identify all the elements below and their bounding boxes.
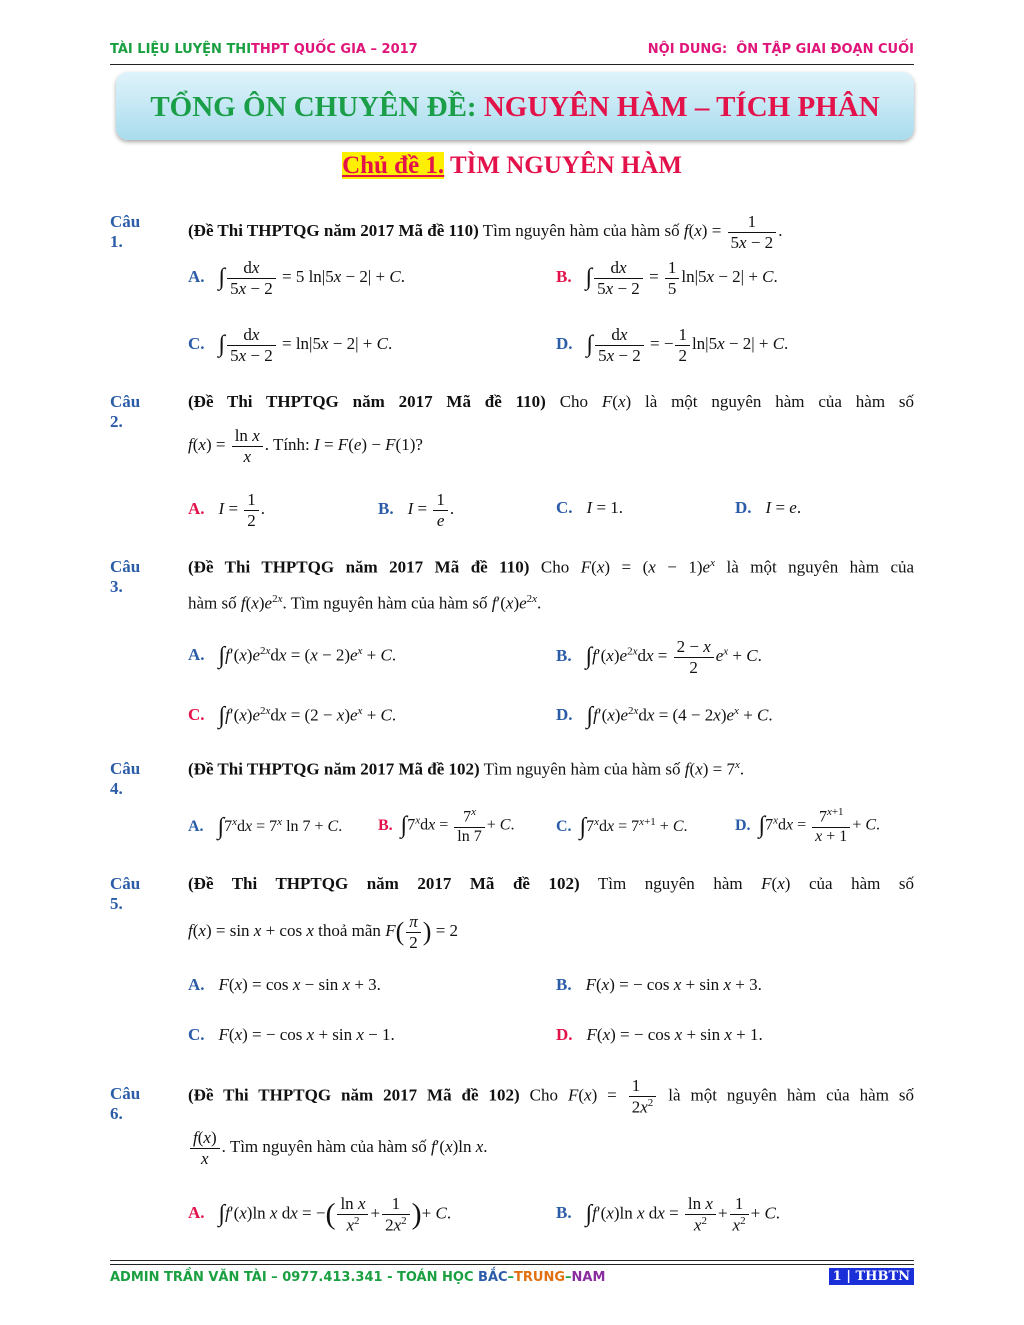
header-right: NỘI DUNG: ÔN TẬP GIAI ĐOẠN CUỐI [647, 42, 914, 57]
q3-option-a[interactable]: A. $\int f'(x)e^{2x}dx = (x - 2)e^x + C$. [188, 643, 397, 669]
q1-option-c[interactable]: C. ∫ $\frac{dx}{5x - 2}$ = ln|5x − 2| + C. [188, 325, 393, 365]
q2-option-b[interactable]: B. I = $\frac{1}{e}$ . [378, 490, 455, 530]
q6-option-a[interactable]: A. ∫f′(x)ln x dx = −( $\frac{\text{ln x}}{x^2}$ + $\frac{1}{2x^2}$ )+ C. [188, 1194, 452, 1235]
q5-option-c[interactable]: C. F(x) = − cos x + sin x − 1. [188, 1025, 395, 1044]
q4-option-d[interactable]: D. $\int 7^xdx$ = $\frac{7^{x+1}}{x + 1}$ + C. [735, 806, 881, 845]
q1-option-a[interactable]: A. ∫ $\frac{dx}{5x - 2}$ = 5 ln|5x − 2| + C. [188, 258, 405, 298]
footer-divider [110, 1260, 914, 1261]
footer-divider-2 [110, 1264, 914, 1265]
q4-option-a[interactable]: A. $\int 7^xdx = 7^x$ ln 7 + C. [188, 814, 343, 840]
q1-option-b[interactable]: B. ∫ $\frac{dx}{5x - 2}$ = $\frac{1}{5}$ ln|5x − 2| + C. [556, 258, 778, 298]
q5-option-d[interactable]: D. F(x) = − cos x + sin x + 1. [556, 1025, 763, 1044]
q2-option-a[interactable]: A. I = $\frac{1}{2}$ . [188, 490, 266, 530]
q3-option-c[interactable]: C. $\int f'(x)e^{2x}dx = (2 - x)e^x + C$. [188, 703, 397, 729]
q2-option-d[interactable]: D. I = e. [735, 498, 802, 517]
q6-option-b[interactable]: B. ∫f′(x)ln x dx = $\frac{\text{ln x}}{x^2}$ + $\frac{1}{x^2}$ + C. [556, 1194, 781, 1235]
page-number: 1 | THBTN [829, 1268, 914, 1285]
topic-heading: Chủ đề 1. TÌM NGUYÊN HÀM [342, 152, 682, 179]
q1-option-d[interactable]: D. ∫ $\frac{dx}{5x - 2}$ = − $\frac{1}{2}$ ln|5x − 2| + C. [556, 325, 789, 365]
q4-option-b[interactable]: B. $\int 7^xdx$ = $\frac{7^x}{\ln 7}$ + C. [378, 806, 515, 845]
title-banner: TỔNG ÔN CHUYÊN ĐỀ: NGUYÊN HÀM – TÍCH PHÂN [116, 72, 914, 140]
page-header [110, 42, 914, 64]
header-left: TÀI LIỆU LUYỆN THITHPT QUỐC GIA – 2017 [110, 42, 418, 57]
q4-option-c[interactable]: C. $\int 7^xdx = 7^{x+1} + C$. [556, 814, 688, 840]
q3-option-d[interactable]: D. $\int f'(x)e^{2x}dx = (4 - 2x)e^x + C$. [556, 703, 773, 729]
q2-option-c[interactable]: C. I = 1. [556, 498, 624, 517]
q5-option-b[interactable]: B. F(x) = − cos x + sin x + 3. [556, 975, 762, 994]
header-divider [110, 64, 914, 65]
footer-admin: ADMIN TRẦN VĂN TÀI – 0977.413.341 - TOÁN HỌC BẮC–TRUNG–NAM [110, 1270, 606, 1285]
q3-option-b[interactable]: B. $\int f'(x)e^{2x}dx$ = $\frac{2 - x}{2}$ $e^x + C$. [556, 637, 762, 677]
q5-option-a[interactable]: A. F(x) = cos x − sin x + 3. [188, 975, 381, 994]
